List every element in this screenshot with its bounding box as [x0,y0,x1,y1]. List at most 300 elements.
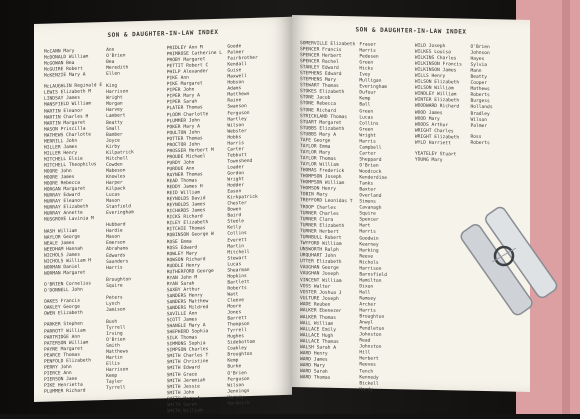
index-entry: NORMAN Daniel [44,264,80,271]
index-entry: PURDUE Ann [166,166,195,173]
index-entry: WRIGHT Elizabeth [414,134,460,141]
index-entry: Harrison [106,367,129,374]
index-entry: TAYLOR Emma [300,144,331,150]
index-entry: O'Brien [106,337,126,344]
index-entry: THOMPSON William [300,180,345,187]
index-entry: MARTIN Charles H [44,114,89,121]
index-entry: Kemp [359,96,371,103]
index-entry: Mason [106,198,120,205]
index-entry: O'Brien [106,53,126,60]
index-entry: Chester [227,201,247,207]
index-column [44,48,102,396]
index-entry: MURRAY Elizabeth [44,204,89,212]
index-entry: WARD Mary [300,363,325,369]
index-entry: Kelly [227,225,242,232]
index-entry: Coakley [227,346,247,352]
index-entry: Mitchell [106,156,129,162]
index-entry: PENFOLD Elizabeth [44,358,92,365]
index-entry: Ross [470,135,482,141]
index-entry: Swanson [227,104,247,111]
index-entry: Smith [106,343,120,350]
index-entry: WARD Henry [300,350,328,357]
index-entry: Eason [227,189,242,195]
index-entry: Shearman [227,267,250,274]
index-entry: PIPER Sarah [166,99,198,106]
index-entry: Beatty [106,120,123,126]
index-entry: McDONALD William [44,54,89,61]
index-entry: Cooper [470,81,488,87]
index-entry: Ferguson [227,110,250,117]
index-entry: Wright [227,177,244,183]
index-entry: RYAN Sarah [166,281,195,288]
index-entry: Dufour [359,90,376,97]
index-entry: STOKES Elizabeth [300,89,345,96]
index-entry: MARTIN Eleanor [44,108,83,115]
index-entry: READ Thomas [166,178,198,185]
index-entry: SMITH Jessie [166,383,200,390]
index-entry: Spencer [359,217,379,224]
index-entry: WALL William [300,320,334,327]
index-entry: O'Brien [227,370,247,377]
index-entry: McGUIRE Robert [44,66,83,73]
index-entry: Herbert [359,356,379,363]
index-entry: PETTIT Robert C [166,63,209,70]
index-entry: Kilpack [106,186,126,193]
index-column [359,42,411,393]
index-entry: STEPHENS Edward [300,71,342,78]
index-entry: Tyrrell [227,328,247,334]
index-entry: Hopkins [227,273,247,280]
index-entry: MARTIN Margaret [44,120,86,127]
page-header: SON & DAUGHTER-IN-LAW INDEX [107,28,219,39]
index-entry: Bickell [359,381,379,387]
index-entry: Wilson [227,122,244,129]
index-entry: PIERCE Ann [44,370,72,377]
index-entry: SIMPSON Charles [166,347,209,354]
index-entry: MORGAN Margaret [44,186,86,193]
index-entry: Hicks [359,66,374,72]
index-entry [415,378,467,384]
index-entry: Ellen [106,71,120,78]
index-entry: Kemp [227,358,239,365]
index-entry: STONE Jacob [300,95,331,102]
index-entry: Reeve [359,254,374,260]
index-entry: TAYLOR Mary [300,150,331,156]
index-entry: Ferguson [227,376,250,383]
index-entry: WALKER Thomas [300,314,336,321]
index-entry: VINCENT William [300,277,342,284]
index-entry: SIMMONS Sophia [166,341,206,348]
index-entry: Wilson [227,382,244,389]
index-entry: YEATELEY Stuart [414,151,457,158]
index-entry: Saunders [106,258,129,265]
index-entry: POTTER Thomas [166,135,203,142]
index-entry: REYNOLDS David [166,196,206,203]
index-entry: WILKINSON Francis [414,61,462,68]
index-column [166,45,224,415]
index-entry: Broughton [106,276,131,283]
index-entry: Palmer [470,123,488,129]
index-entry: Small [106,126,120,132]
left-page [34,17,292,415]
index-entry: Everingham [359,84,387,91]
index-entry: Bowen [227,207,242,213]
index-entry: Harrison [359,266,382,272]
index-entry: TURNER Clara [300,216,334,223]
index-entry: SMITH Mary A [166,396,200,403]
index-entry: MILLER James [44,144,78,151]
index-entry: Fairbrother [227,55,258,62]
index-column [415,44,467,385]
index-entry: Johnston [359,332,382,339]
index-entry: WRIGHT Charles [414,128,454,135]
index-entry: SCOTT James [166,317,198,324]
index-entry: VAUGHAN Joseph [300,271,339,278]
index-entry: TWYFORD William [300,240,342,247]
index-entry: Hubbard [106,222,126,229]
index-entry: OAKLEY George [44,304,80,311]
index-entry: STUART Margaret [300,119,342,126]
index-entry: Bea [106,59,115,66]
index-entry: VAUGHAN George [300,265,339,272]
index-entry: Burke [227,364,242,371]
index-entry: Green [359,60,374,66]
index-entry: Abrahams [106,246,129,253]
index-entry: Everingham [106,210,134,217]
index-entry: Peters [106,295,123,301]
index-entry: King [106,83,118,90]
index-entry: Martin [106,355,123,362]
index-entry: Tebbutt [227,152,247,159]
index-entry: Bartlett [227,279,250,286]
index-entry: PURDY John [166,160,195,167]
index-entry: Baird [227,213,242,219]
index-entry: SHANGLE Mary A [166,323,206,330]
index-entry: WARD Sarah [300,369,328,375]
index-entry: Simons [359,199,376,205]
index-entry: Gordon [227,171,244,177]
index-entry: Hardy [359,387,374,393]
index-entry: UTTER Elizabeth [300,259,342,266]
index-entry: Harper [106,180,123,186]
index-entry: PIPER John [166,87,195,94]
index-entry: SHEPHERD Sophia [166,329,209,336]
index-entry: NASH William [44,228,78,235]
index-entry: SANDERS Matthew [166,299,209,306]
index-entry: STANLEY Edward [300,65,339,72]
index-entry: Woodcock [359,169,382,175]
index-entry: Hughes [227,334,244,340]
index-entry: TAYLOR Thomas [300,156,336,163]
index-entry: RICHARDS James [166,208,206,215]
index-entry: NORMAN Margaret [44,270,86,277]
index-entry: Ramsey [359,296,376,302]
index-entry: OAKES Francis [44,298,80,305]
index-entry: WARD Thomas [300,375,331,381]
index-entry: WILKINSON James [414,67,457,74]
index-entry: LINDSAY James [44,96,80,103]
index-entry: POKER Mary A [166,123,200,130]
index-entry: Raine [227,98,242,105]
index-entry: Hamilton [359,278,382,284]
index-entry: WILKES Louisa [414,49,451,56]
index-entry: Edwards [106,252,126,259]
index-entry: WALSH Sarah A [300,344,336,351]
index-entry: PARTRIDGE Ann [44,334,80,341]
index-entry: WILSON Elizabeth [414,79,460,86]
index-entry: Johnson [470,50,490,57]
index-entry: Irving [106,331,123,337]
index-entry: MITCHELL Elsie [44,156,83,163]
index-entry: Mason [106,234,120,241]
index-entry: Barrett [227,316,247,322]
index-entry: TURNER Elizabeth [300,222,345,229]
index-entry: SMITH John [166,390,195,396]
index-entry: PHILP Alexander [166,69,209,76]
index-entry: OWEN Elizabeth [44,310,83,318]
index-entry [470,379,522,386]
index-entry: Watt [227,292,239,298]
index-entry: WILSON William [414,85,454,92]
index-entry: WINTER Elizabeth [414,98,460,104]
index-entry: TAFE George [300,138,331,144]
index-entry: PAYNE Margaret [44,346,83,353]
index-entry: MOORE James [44,174,75,181]
index-entry: Joyce [106,138,120,144]
index-entry: URQUHART John [300,253,336,260]
index-entry: MANSFIELD William [44,101,92,109]
index-entry: UNSWORTH Ralph [300,247,339,254]
index-entry: Kendall [227,62,247,68]
index-entry: Kilpatrick [106,149,134,156]
index-entry: Hardie [106,228,123,235]
index-entry: TOBIN Mary [300,192,328,199]
index-entry: Morgan [106,101,123,108]
index-entry: MURRAY Edward [44,192,80,199]
index-entry: Lucas [227,261,242,268]
index-entry: Mitchell [227,249,250,256]
index-entry: WOOD Mary [414,116,440,122]
index-entry: Hodder [227,183,244,189]
index-entry: Squire [106,283,123,289]
index-entry: SILK Thomas [166,335,198,342]
index-entry: Barnsfield [359,272,387,278]
index-entry: STUBBS Mary A [300,131,336,138]
index-entry: O'DONNELL John [44,287,83,294]
index-entry: WALLACE Thomas [300,338,339,345]
page-clip-icon [470,196,580,306]
index-entry: Lucas [359,114,374,121]
index-entry: REDDY James H [166,184,203,191]
index-entry: MURRAY Annette [44,210,83,218]
index-entry: Everett [227,237,247,244]
index-entry: Burgess [470,99,490,105]
index-entry: Ivey [359,72,371,78]
index-entry: Hollands [470,105,493,111]
index-entry: PARKER Stephen [44,322,83,329]
index-entry: Kearney [359,241,379,248]
index-entry: SANDERS Mildred [166,305,209,312]
index-entry: Dixon [359,284,374,290]
index-entry: Tanks [359,181,374,187]
index-entry: MASON Priscilla [44,126,86,133]
index-entry: THOMSON Henry [300,186,336,193]
index-entry: PATERSON William [44,340,89,347]
index-entry: WILKINS Charles [414,55,457,62]
index-entry: Collins [359,121,379,127]
index-entry: PIERSON Jane [44,376,78,383]
index-entry: MITCHELL Theophilus [44,162,97,169]
index-entry: RYAN John M [166,275,198,282]
index-entry: RUTHERFORD George [166,268,214,276]
index-entry: Sheppard [359,157,382,163]
index-entry: Bamber [106,132,123,138]
index-entry: Kenderdine [359,175,387,182]
index-entry: Wilson [470,117,488,123]
index-entry: Ann [106,47,115,53]
index-entry: Lucas [106,192,120,199]
index-entry: NICHOLS William H [44,258,92,265]
index-entry: PROCTOR John [166,142,200,149]
index-entry: MUSGROVE Lavinia M [44,216,94,224]
index-entry: STRICKLAND Thomas [300,113,348,120]
index-entry: PLATER Thomas [166,105,203,112]
index-entry: STONE Rebecca [300,101,336,108]
index-entry: PIPER Mary A [166,93,200,100]
index-entry: SMITH William [166,408,203,415]
index-entry: STUBBS Elizabeth [300,125,345,132]
index-entry: Ball [359,102,371,109]
index-entry: PARROTT William [44,328,86,335]
index-entry: Hayes [470,56,485,63]
index-entry: MOORE Rebecca [44,180,80,187]
index-entry: Hill [359,350,371,357]
index-entry: Read [359,338,371,344]
index-entry: PIKE Henrietta [44,382,83,389]
index-entry: Harris [359,229,376,236]
index-column [227,43,284,407]
index-entry: Harris [359,139,376,145]
index-entry: Cowden [106,162,123,168]
index-entry: REYNOLDS James [166,202,206,209]
index-entry: SMITH Christine [166,359,209,366]
index-entry: VULTURE Joseph [300,296,339,302]
index-entry: PLOOM Charlotte [166,111,209,118]
index-entry: Reeves [359,362,376,369]
index-entry: Harris [359,48,376,54]
index-entry: WINDLEY William [414,91,457,98]
index-entry: Martin [227,243,244,250]
index-entry: Matthews [227,92,250,98]
index-entry: WILLS Henry [414,73,446,80]
index-entry: LEWIS Elizabeth M [44,89,92,97]
index-entry: Loader [227,165,244,171]
index-entry: Nichols [359,260,379,266]
index-entry: ROWSON Richard [166,256,206,263]
index-entry: PROBY Margaret [166,57,206,64]
index-entry: Broughton [227,352,253,358]
index-entry: WARD James [300,357,328,363]
index-entry: Mulligan [359,78,382,85]
index-entry: Jamison [106,307,126,313]
index-entry: RUDDLE Henry [166,263,200,269]
index-entry: Bush [106,319,118,325]
index-entry: Wright [359,133,376,139]
index-entry: WOOD James [414,110,443,116]
index-entry: NAYLOR George [44,234,80,241]
index-entry: Sylvia [470,62,488,69]
index-entry: ROBINSON George W [166,232,214,239]
index-entry: Kemp [106,373,118,380]
index-entry: Baxter [359,187,376,193]
index-entry: MOORE John [44,168,72,175]
index-entry: Tyrrell [106,385,126,392]
index-entry: RICKS Richard [166,214,203,221]
page-header: SON & DAUGHTER-IN-LAW INDEX [355,26,467,36]
index-entry: Kirkpatrick [227,194,258,201]
index-entry: Campbell [359,145,382,151]
index-entry: THOMAS Frederick [300,168,345,175]
index-entry: Archer [359,302,376,308]
index-entry: RILEY Elizabeth [166,220,209,227]
index-entry: SMITH Edward [166,365,200,372]
index-entry: SPENCER Rachel [300,59,339,66]
index-entry: Ellis [106,361,120,368]
index-entry: Collins [227,231,247,238]
index-entry: Bradley [470,111,490,117]
index-entry: Hall [359,290,371,296]
index-entry: Squire [359,211,376,218]
index-entry: Anwyl [359,320,374,326]
index-entry: Green [359,127,374,133]
index-entry: SOMERVILLE Elizabeth [300,41,356,48]
index-entry: Meredith [106,65,129,72]
index-entry: Tench [359,368,374,375]
index-entry: Roberts [470,141,490,147]
index-entry: SMITH Jeremiah [166,377,206,384]
index-entry: MATHEWS Charlotte [44,132,92,139]
index-entry: Harris [227,140,244,147]
index-entry: TURNBULL Robert [300,234,342,241]
index-entry: Beatty [470,74,488,81]
index-entry: McGOWAN Bea [44,60,75,67]
index-entry: TROOP Charles [300,204,336,211]
index-entry: Harris [359,308,376,314]
index-entry: Kirby [106,144,120,150]
index-entry: Pendleton [359,326,385,333]
index-entry: Johnston [359,344,382,351]
index-entry: Tayler [106,379,123,386]
index-entry: Lambert [106,113,126,120]
index-entry: Tyrrell [106,325,126,331]
index-entry: Jones [227,310,242,316]
index-entry: Lynch [106,301,120,307]
index-entry: Wright [106,95,123,102]
index-entry: PROSSER Herbert M [166,147,214,155]
index-entry: NEEDHAM Hannah [44,246,83,253]
index-entry: Jennings [227,388,250,395]
index-entry: WALLACE Hugh [300,332,334,339]
index-entry: SAXBY Arthur [166,287,200,294]
index-entry: Hardwick [227,400,250,407]
index-entry: Carter [227,146,244,153]
index-entry: O'BRIEN Cornelius [44,281,92,288]
index-entry: PLUMMER Richard [44,388,86,395]
index-entry: Palmer [227,50,244,56]
index-entry: ROSS Edward [166,244,198,251]
index-entry: Carter [359,151,376,157]
index-entry: ROWLEY Mary [166,251,198,257]
